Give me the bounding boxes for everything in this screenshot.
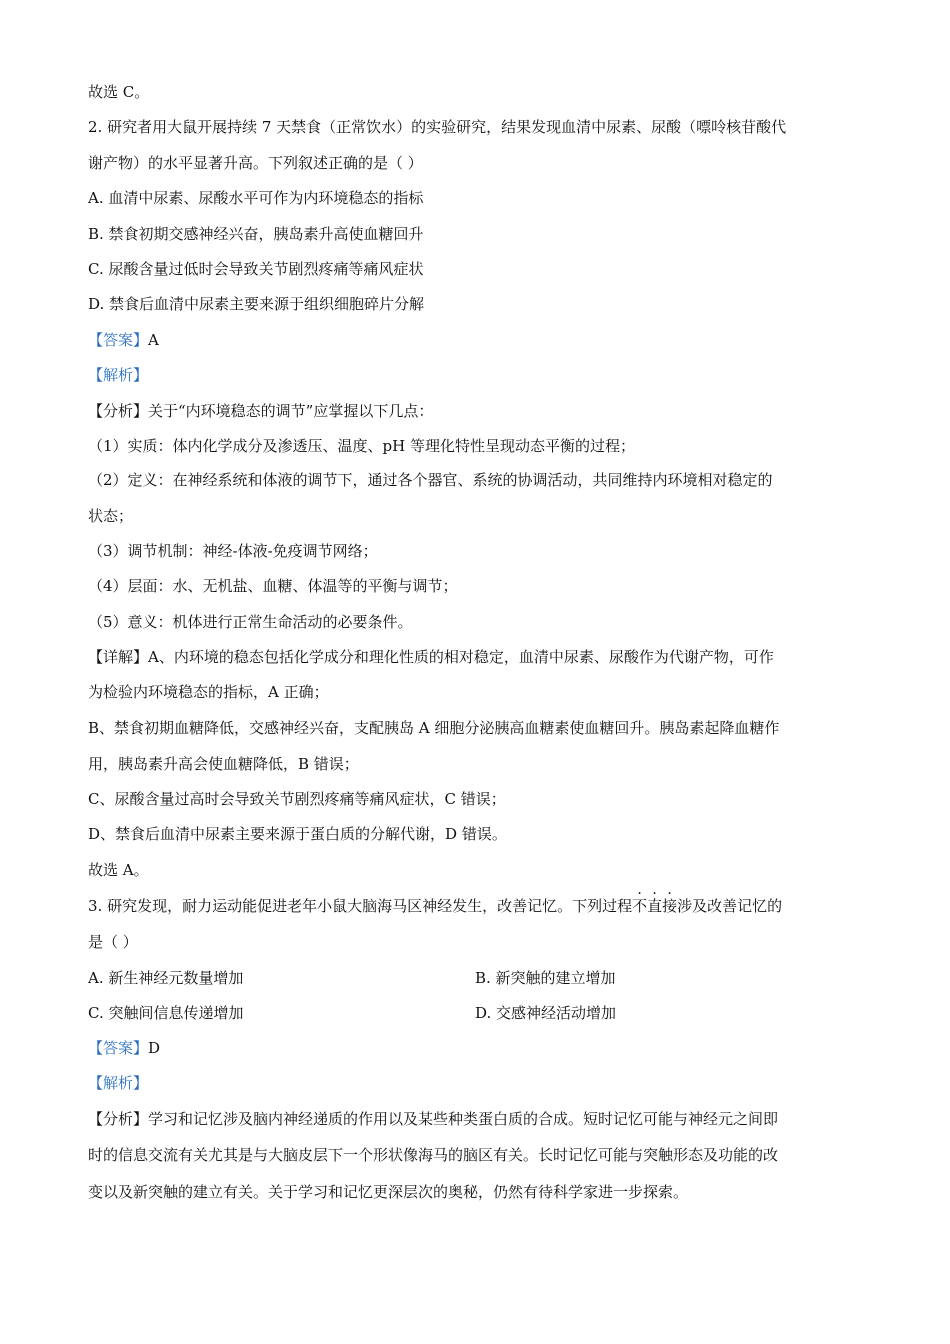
analysis-point: （5）意义：机体进行正常生命活动的必要条件。 xyxy=(88,613,413,631)
analysis-tag: 【解析】 xyxy=(88,366,149,384)
question-3-stem xyxy=(88,896,782,916)
option-d: D. 交感神经活动增加 xyxy=(475,1004,617,1022)
detail-line: B、禁食初期血糖降低，交感神经兴奋，支配胰岛 A 细胞分泌胰高血糖素使血糖回升。胰岛素起降血糖作 xyxy=(88,719,780,737)
analysis-point: （2）定义：在神经系统和体液的调节下，通过各个器官、系统的协调活动，共同维持内环境相对稳定的 xyxy=(88,471,773,489)
answer-value: A xyxy=(148,331,159,349)
analysis-line: 【分析】学习和记忆涉及脑内神经递质的作用以及某些种类蛋白质的合成。短时记忆可能与神经元之间即 xyxy=(88,1110,779,1128)
detail-line: D、禁食后血清中尿素主要来源于蛋白质的分解代谢，D 错误。 xyxy=(88,825,507,843)
analysis-tag: 【解析】 xyxy=(88,1074,149,1092)
option-c: C. 尿酸含量过低时会导致关节剧烈疼痛等痛风症状 xyxy=(88,260,424,278)
question-3-stem-cont: 是（ ） xyxy=(88,933,138,951)
detail-line: 【详解】A、内环境的稳态包括化学成分和理化性质的相对稳定，血清中尿素、尿酸作为代谢产物，可作 xyxy=(88,648,774,666)
option-a: A. 血清中尿素、尿酸水平可作为内环境稳态的指标 xyxy=(88,189,424,207)
analysis-line: 变以及新突触的建立有关。关于学习和记忆更深层次的奥秘，仍然有待科学家进一步探索。 xyxy=(88,1183,689,1201)
emphasis-char: 直 xyxy=(647,897,663,915)
question-2-stem: 2. 研究者用大鼠开展持续 7 天禁食（正常饮水）的实验研究，结果发现血清中尿素、尿酸（嘌呤核苷酸代 xyxy=(88,118,787,136)
analysis-point: （3）调节机制：神经-体液-免疫调节网络； xyxy=(88,542,378,560)
analysis-point: （1）实质：体内化学成分及渗透压、温度、pH 等理化特性呈现动态平衡的过程； xyxy=(88,437,635,455)
detail-line: C、尿酸含量过高时会导致关节剧烈疼痛等痛风症状，C 错误； xyxy=(88,790,506,808)
detail-line: 用，胰岛素升高会使血糖降低，B 错误； xyxy=(88,755,359,773)
text-line: 故选 A。 xyxy=(88,861,149,879)
option-b: B. 禁食初期交感神经兴奋，胰岛素升高使血糖回升 xyxy=(88,225,424,243)
answer-line xyxy=(88,330,159,350)
answer-tag: 【答案】 xyxy=(88,331,149,349)
emphasis-char: 不 xyxy=(632,897,648,915)
detail-line: 为检验内环境稳态的指标，A 正确； xyxy=(88,683,329,701)
answer-line xyxy=(88,1038,160,1058)
emphasis-char: 接 xyxy=(662,897,678,915)
question-3-stem-part: 涉及改善记忆的 xyxy=(677,897,783,915)
option-b: B. 新突触的建立增加 xyxy=(475,969,616,987)
analysis-intro: 【分析】关于“内环境稳态的调节”应掌握以下几点： xyxy=(88,402,434,420)
analysis-point: （4）层面：水、无机盐、血糖、体温等的平衡与调节； xyxy=(88,577,458,595)
text-line: 故选 C。 xyxy=(88,83,150,101)
analysis-line: 时的信息交流有关尤其是与大脑皮层下一个形状像海马的脑区有关。长时记忆可能与突触形态及功能的改 xyxy=(88,1146,779,1164)
option-d: D. 禁食后血清中尿素主要来源于组织细胞碎片分解 xyxy=(88,295,425,313)
question-3-stem-part: 3. 研究发现，耐力运动能促进老年小鼠大脑海马区神经发生，改善记忆。下列过程 xyxy=(88,897,633,915)
question-2-stem-cont: 谢产物）的水平显著升高。下列叙述正确的是（ ） xyxy=(88,154,423,172)
option-c: C. 突触间信息传递增加 xyxy=(88,1004,244,1022)
answer-tag: 【答案】 xyxy=(88,1039,149,1057)
option-a: A. 新生神经元数量增加 xyxy=(88,969,244,987)
analysis-point-cont: 状态； xyxy=(88,507,134,525)
answer-value: D xyxy=(148,1039,161,1057)
